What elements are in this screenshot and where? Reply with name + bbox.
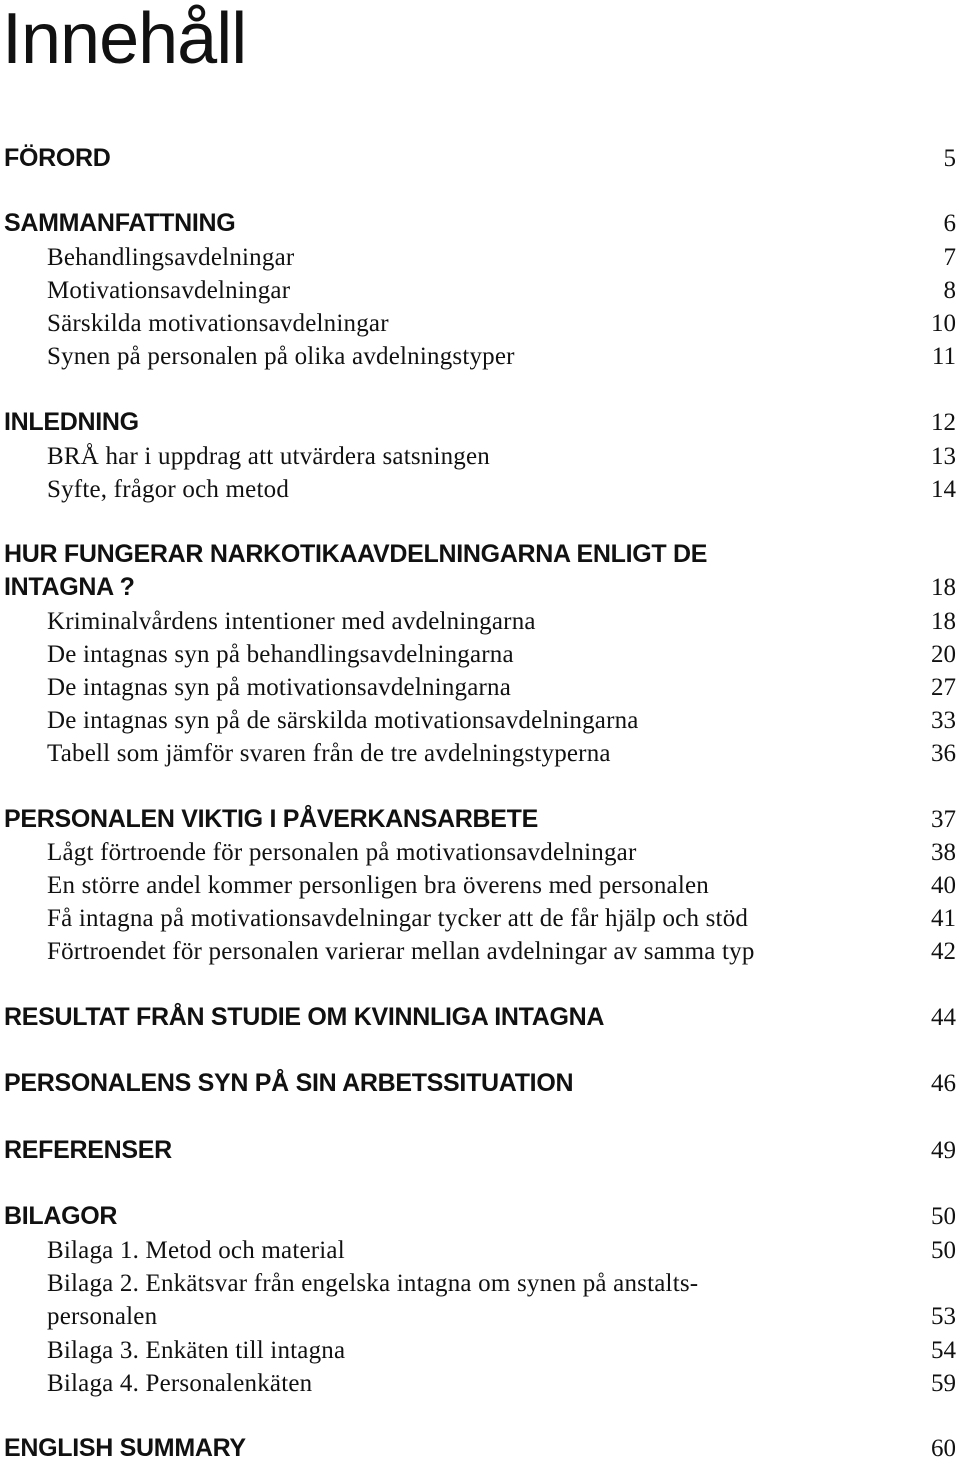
toc-heading-row[interactable] (0, 207, 956, 240)
toc-entry-label: Bilaga 4. Personalenkäten (47, 1370, 313, 1397)
toc-entry-row[interactable] (0, 836, 956, 869)
toc-entry-row[interactable] (0, 340, 956, 373)
page-title: Innehåll (2, 0, 247, 79)
toc-entry-label: Syfte, frågor och metod (47, 476, 290, 503)
toc-entry-label: BRÅ har i uppdrag att utvärdera satsningen (47, 443, 491, 470)
toc-heading-row[interactable] (0, 571, 956, 604)
toc-heading-row[interactable] (0, 142, 956, 175)
toc-entry-label: Behandlingsavdelningar (47, 244, 295, 271)
toc-entry-row[interactable] (0, 1300, 956, 1333)
toc-entry-row[interactable] (0, 473, 956, 506)
toc-page-number: 59 (931, 1370, 956, 1397)
toc-page-number: 12 (931, 409, 956, 436)
toc-heading-row[interactable] (0, 1067, 956, 1100)
toc-entry-label: Tabell som jämför svaren från de tre avdelningstyperna (47, 740, 611, 767)
toc-heading-row[interactable] (0, 1432, 956, 1465)
toc-page-number: 13 (931, 443, 956, 470)
toc-heading-label: FÖRORD (4, 144, 111, 172)
toc-entry-label: Bilaga 3. Enkäten till intagna (47, 1337, 346, 1364)
toc-entry-row[interactable] (0, 671, 956, 704)
toc-page-number: 50 (931, 1203, 956, 1230)
toc-entry-row[interactable] (0, 274, 956, 307)
toc-heading-label: REFERENSER (4, 1136, 172, 1164)
toc-page-number: 11 (931, 343, 956, 370)
toc-entry-row[interactable] (0, 1267, 956, 1300)
toc-entry-row[interactable] (0, 935, 956, 968)
toc-entry-row[interactable] (0, 605, 956, 638)
toc-page-number: 10 (931, 310, 956, 337)
toc-page-number: 40 (931, 872, 956, 899)
toc-page-number: 6 (943, 210, 956, 237)
toc-heading-row[interactable] (0, 406, 956, 439)
toc-entry-row[interactable] (0, 307, 956, 340)
toc-entry-label: Lågt förtroende för personalen på motivationsavdelningar (47, 839, 637, 866)
toc-page-number: 42 (931, 938, 956, 965)
toc-page-number: 36 (931, 740, 956, 767)
toc-page-number: 54 (931, 1337, 956, 1364)
toc-entry-label: Motivationsavdelningar (47, 277, 291, 304)
toc-heading-row[interactable] (0, 1001, 956, 1034)
toc-entry-label: Bilaga 1. Metod och material (47, 1237, 345, 1264)
toc-heading-label: BILAGOR (4, 1202, 118, 1230)
toc-page-number: 46 (931, 1070, 956, 1097)
toc-entry-row[interactable] (0, 638, 956, 671)
toc-heading-label: SAMMANFATTNING (4, 209, 236, 237)
toc-page-number: 5 (943, 145, 956, 172)
toc-entry-label: De intagnas syn på behandlingsavdelningarna (47, 641, 514, 668)
toc-entry-label: Synen på personalen på olika avdelningstyper (47, 343, 515, 370)
toc-page-number: 53 (931, 1303, 956, 1330)
toc-page-number: 8 (943, 277, 956, 304)
toc-entry-label: Särskilda motivationsavdelningar (47, 310, 389, 337)
toc-entry-row[interactable] (0, 869, 956, 902)
toc-page-number: 7 (943, 244, 956, 271)
toc-entry-label: En större andel kommer personligen bra överens med personalen (47, 872, 709, 899)
toc-entry-row[interactable] (0, 737, 956, 770)
toc-heading-label: PERSONALENS SYN PÅ SIN ARBETSSITUATION (4, 1069, 574, 1097)
toc-entry-row[interactable] (0, 440, 956, 473)
toc-page-number: 60 (931, 1435, 956, 1462)
toc-entry-row[interactable] (0, 1334, 956, 1367)
toc-heading-label: HUR FUNGERAR NARKOTIKAAVDELNINGARNA ENLIGT DE (4, 540, 708, 568)
toc-entry-label: De intagnas syn på motivationsavdelningarna (47, 674, 512, 701)
toc-heading-row[interactable] (0, 803, 956, 836)
toc-entry-label: De intagnas syn på de särskilda motivationsavdelningarna (47, 707, 639, 734)
toc-heading-label: INLEDNING (4, 408, 139, 436)
toc-entry-label: Förtroendet för personalen varierar mellan avdelningar av samma typ (47, 938, 755, 965)
toc-entry-label: Få intagna på motivationsavdelningar tycker att de får hjälp och stöd (47, 905, 749, 932)
toc-heading-label: INTAGNA ? (4, 573, 135, 601)
toc-heading-label: PERSONALEN VIKTIG I PÅVERKANSARBETE (4, 805, 539, 833)
toc-page-number: 33 (931, 707, 956, 734)
toc-heading-label: ENGLISH SUMMARY (4, 1434, 246, 1462)
toc-page-number: 20 (931, 641, 956, 668)
toc-entry-row[interactable] (0, 704, 956, 737)
toc-entry-row[interactable] (0, 1367, 956, 1400)
toc-heading-row[interactable] (0, 1200, 956, 1233)
toc-page-number: 41 (931, 905, 956, 932)
toc-page-number: 27 (931, 674, 956, 701)
toc-page-number: 50 (931, 1237, 956, 1264)
toc-entry-label: Bilaga 2. Enkätsvar från engelska intagna om synen på anstalts- (47, 1270, 699, 1297)
toc-entry-row[interactable] (0, 241, 956, 274)
toc-page-number: 38 (931, 839, 956, 866)
toc-page-number: 37 (931, 806, 956, 833)
toc-page-number: 14 (931, 476, 956, 503)
toc-heading-row[interactable] (0, 538, 956, 571)
toc-page-number: 44 (931, 1004, 956, 1031)
toc-heading-label: RESULTAT FRÅN STUDIE OM KVINNLIGA INTAGNA (4, 1003, 605, 1031)
toc-entry-label: personalen (47, 1303, 158, 1330)
toc-page-number: 18 (931, 574, 956, 601)
toc-entry-row[interactable] (0, 902, 956, 935)
toc-page-number: 18 (931, 608, 956, 635)
toc-entry-label: Kriminalvårdens intentioner med avdelningarna (47, 608, 536, 635)
toc-entry-row[interactable] (0, 1234, 956, 1267)
toc-page-number: 49 (931, 1137, 956, 1164)
toc-heading-row[interactable] (0, 1134, 956, 1167)
